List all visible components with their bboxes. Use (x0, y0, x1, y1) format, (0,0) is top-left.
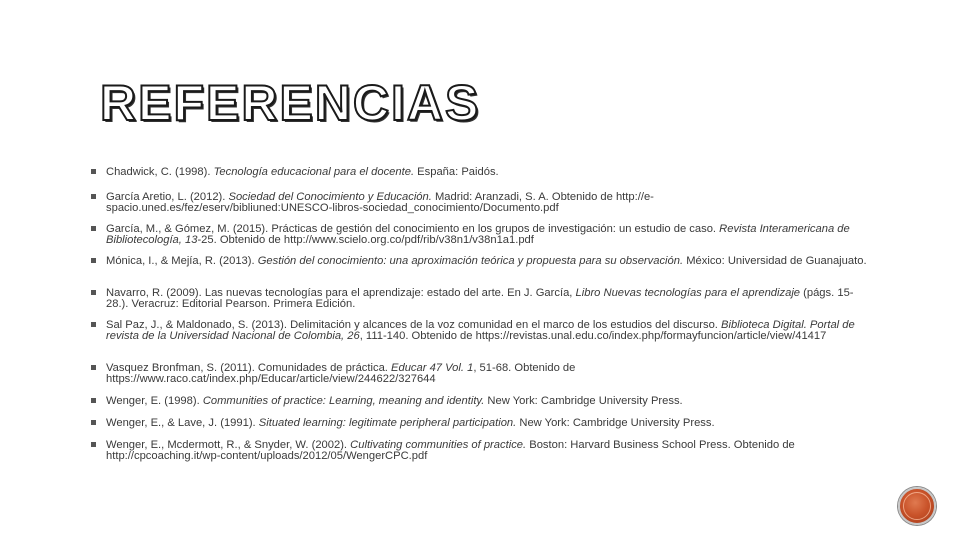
reference-text: (págs. 15-28.). Veracruz: Editorial Pearson. Primera Edición. (106, 287, 854, 310)
reference-text: New York: Cambridge University Press. (484, 395, 683, 407)
reference-title: Biblioteca Digital. Portal de revista de la Universidad Nacional de Colombia, 26 (106, 319, 855, 342)
reference-title: Situated learning: legitimate peripheral participation. (258, 417, 517, 429)
list-item (88, 363, 868, 384)
bullet-icon (91, 169, 96, 174)
reference-text: , 111-140. Obtenido de https://revistas.unal.edu.co/index.php/formayfuncion/article/view/41417 (359, 329, 827, 342)
reference-title: Communities of practice: Learning, meaning and identity. (202, 395, 485, 407)
bullet-icon (91, 398, 96, 403)
bullet-icon (91, 420, 96, 425)
reference-text: Wenger, E., & Lave, J. (1991). (106, 417, 259, 429)
page-title: REFERENCIAS (100, 75, 481, 131)
reference-title: Cultivating communities of practice. (350, 439, 527, 451)
reference-text: Chadwick, C. (1998). (106, 166, 214, 178)
list-item (88, 288, 868, 309)
reference-text: México: Universidad de Guanajuato. (683, 255, 867, 267)
reference-text: Boston: Harvard Business School Press. Obtenido de http://cpcoaching.it/wp-content/uploads/2012/05/WengerCPC.pdf (106, 439, 795, 462)
reference-text: New York: Cambridge University Press. (516, 417, 715, 429)
list-item (88, 167, 868, 178)
reference-text: Sal Paz, J., & Maldonado, S. (2013). Delimitación y alcances de la voz comunidad en el marco de los estudios del discurso. (106, 319, 722, 331)
reference-text: Wenger, E., Mcdermott, R., & Snyder, W. (2002). (106, 439, 351, 451)
reference-text: Vasquez Bronfman, S. (2011). Comunidades de práctica. (106, 362, 392, 374)
reference-title: Sociedad del Conocimiento y Educación. (228, 191, 432, 203)
list-item (88, 192, 868, 213)
list-item (88, 418, 868, 429)
reference-title: Tecnología educacional para el docente. (213, 166, 415, 178)
bullet-icon (91, 194, 96, 199)
list-item (88, 396, 868, 407)
reference-text: , 51-68. Obtenido de https://www.raco.cat/index.php/Educar/article/view/244622/327644 (106, 362, 576, 385)
bullet-icon (91, 365, 96, 370)
reference-text: España: Paidós. (414, 166, 499, 178)
logo-ring (903, 492, 931, 520)
reference-text: Madrid: Aranzadi, S. A. Obtenido de http://e-spacio.uned.es/fez/eserv/bibliuned:UNESCO-libros-sociedad_conocimiento/Documento.pdf (106, 191, 654, 214)
list-item (88, 320, 868, 341)
bullet-icon (91, 442, 96, 447)
reference-title: Libro Nuevas tecnologías para el aprendizaje (575, 287, 801, 299)
reference-text: García Aretio, L. (2012). (106, 191, 229, 203)
reference-text: -25. Obtenido de http://www.scielo.org.co/pdf/rib/v38n1/v38n1a1.pdf (197, 233, 534, 246)
reference-text: Wenger, E. (1998). (106, 395, 203, 407)
list-item (88, 440, 868, 461)
reference-text: Mónica, I., & Mejía, R. (2013). (106, 255, 258, 267)
sun-emblem-icon (898, 487, 936, 525)
reference-title: Gestión del conocimiento: una aproximación teórica y propuesta para su observación. (257, 255, 684, 267)
list-item (88, 224, 868, 245)
bullet-icon (91, 322, 96, 327)
reference-title: Revista Interamericana de Bibliotecología, 13 (106, 223, 850, 246)
bullet-icon (91, 258, 96, 263)
reference-text: García, M., & Gómez, M. (2015). Prácticas de gestión del conocimiento en los grupos de investigación: un estudio de caso. (106, 223, 720, 235)
bullet-icon (91, 290, 96, 295)
reference-title: Educar 47 Vol. 1 (391, 362, 474, 374)
bullet-icon (91, 226, 96, 231)
reference-text: Navarro, R. (2009). Las nuevas tecnologías para el aprendizaje: estado del arte. En J. García, (106, 287, 576, 299)
list-item (88, 256, 868, 267)
